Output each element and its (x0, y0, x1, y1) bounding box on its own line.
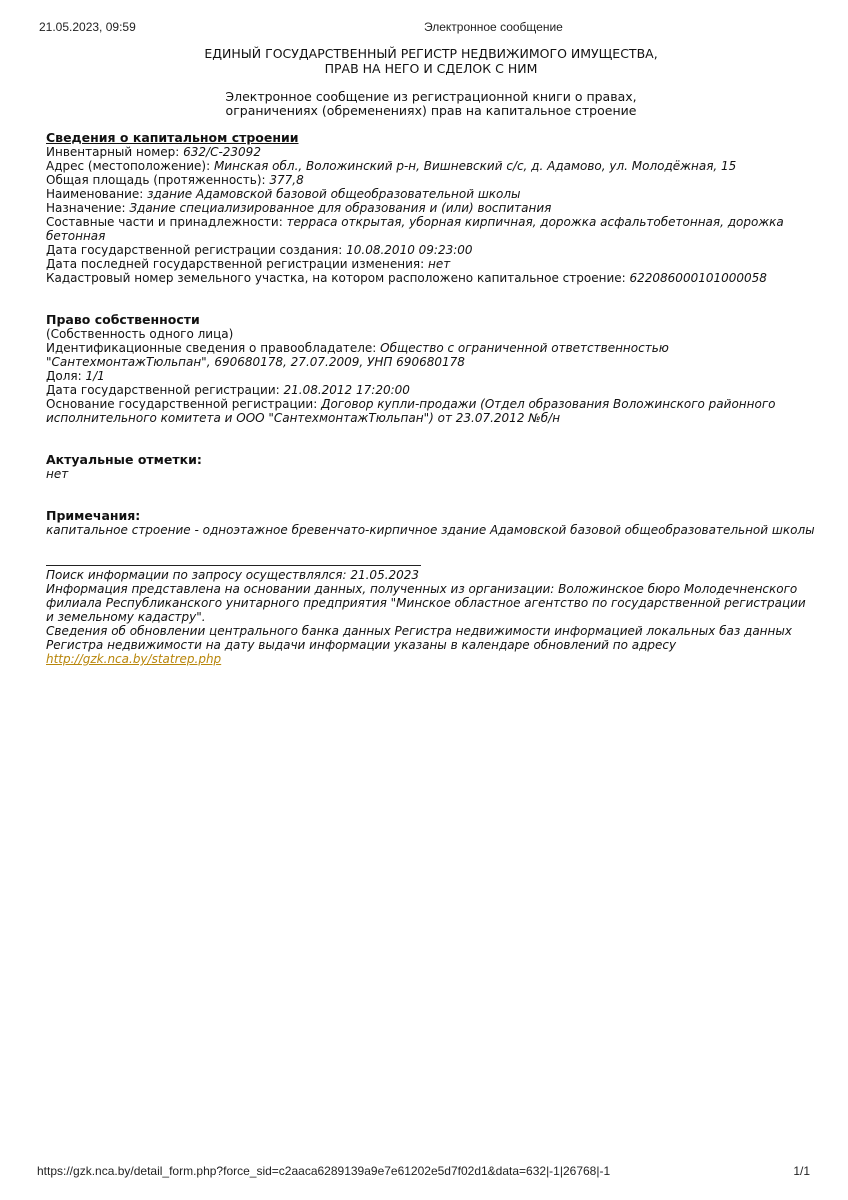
field-value: здание Адамовской базовой общеобразовательной школы (147, 187, 521, 201)
ownership-section (46, 313, 816, 425)
field-value: Договор купли-продажи (Отдел образования Воложинского районного исполнительного комитета и ООО "СантехмонтажТюльпан") от 23.07.2012 №б/н (46, 397, 776, 425)
field-value: 10.08.2010 09:23:00 (346, 243, 473, 257)
field-label: Адрес (местоположение): (46, 159, 214, 173)
field-value: нет (427, 257, 451, 271)
field-row (46, 341, 816, 369)
print-url: https://gzk.nca.by/detail_form.php?force_sid=c2aaca6289139a9e7e61202e5d7f02d1&data=632|-1|26768|-1 (37, 1164, 611, 1178)
field-row (46, 145, 816, 159)
document-subtitle-line: Электронное сообщение из регистрационной книги о правах, (225, 89, 637, 104)
search-date-note: Поиск информации по запросу осуществлялся: 21.05.2023 (46, 568, 420, 582)
field-label: Доля: (46, 369, 86, 383)
field-row (46, 159, 816, 173)
statrep-link[interactable]: http://gzk.nca.by/statrep.php (46, 652, 222, 666)
ownership-heading: Право собственности (46, 312, 200, 327)
field-label: Дата государственной регистрации создания: (46, 243, 347, 257)
document-title-line: ЕДИНЫЙ ГОСУДАРСТВЕННЫЙ РЕГИСТР НЕДВИЖИМОГО ИМУЩЕСТВА, (204, 46, 658, 61)
document-subtitle (46, 90, 816, 118)
field-label: Инвентарный номер: (46, 145, 184, 159)
marks-section (46, 453, 816, 481)
source-note: Информация представлена на основании данных, полученных из организации: Воложинское бюро Молодечненского филиала Республиканского унитарного предприятия "Минское областное агентство по государственной регистрации и земельному кадастру". (46, 582, 806, 624)
field-row (46, 383, 816, 397)
field-row (46, 271, 816, 285)
field-row (46, 201, 816, 215)
print-title: Электронное сообщение (424, 20, 563, 34)
field-label: Дата последней государственной регистрации изменения: (46, 257, 428, 271)
field-value: 622086000101000058 (629, 271, 767, 285)
separator-line (46, 565, 421, 566)
field-value: Общество с ограниченной ответственностью "СантехмонтажТюльпан", 690680178, 27.07.2009, УНП 690680178 (46, 341, 669, 369)
field-label: Составные части и принадлежности: (46, 215, 287, 229)
field-label: Основание государственной регистрации: (46, 397, 322, 411)
field-value: 377,8 (269, 173, 304, 187)
field-label: Кадастровый номер земельного участка, на котором расположено капитальное строение: (46, 271, 630, 285)
field-row (46, 397, 816, 425)
field-value: 1/1 (85, 369, 105, 383)
document-title-line: ПРАВ НА НЕГО И СДЕЛОК С НИМ (324, 61, 538, 76)
field-label: Идентификационные сведения о правообладателе: (46, 341, 381, 355)
notes-value: капитальное строение - одноэтажное бревенчато-кирпичное здание Адамовской базовой общеобразовательной школы (46, 523, 815, 537)
field-row (46, 369, 816, 383)
field-label: Наименование: (46, 187, 148, 201)
field-label: Общая площадь (протяженность): (46, 173, 270, 187)
info-section (46, 565, 816, 666)
document-subtitle-line: ограничениях (обременениях) прав на капитальное строение (225, 103, 637, 118)
field-value: Минская обл., Воложинский р-н, Вишневский с/с, д. Адамово, ул. Молодёжная, 15 (213, 159, 737, 173)
field-label: Назначение: (46, 201, 130, 215)
field-row (46, 257, 816, 271)
field-value: 21.08.2012 17:20:00 (283, 383, 410, 397)
print-footer (0, 1164, 848, 1180)
building-section (46, 131, 816, 285)
field-label: Дата государственной регистрации: (46, 383, 284, 397)
field-row (46, 243, 816, 257)
field-row (46, 187, 816, 201)
print-datetime: 21.05.2023, 09:59 (39, 20, 136, 34)
ownership-type: (Собственность одного лица) (46, 327, 234, 341)
marks-value: нет (46, 467, 69, 481)
building-heading: Сведения о капитальном строении (46, 130, 299, 145)
field-row (46, 215, 816, 243)
field-value: терраса открытая, уборная кирпичная, дорожка асфальтобетонная, дорожка бетонная (46, 215, 784, 243)
field-value: 632/C-23092 (183, 145, 261, 159)
field-row (46, 173, 816, 187)
notes-heading: Примечания: (46, 508, 141, 523)
field-value: Здание специализированное для образования и (или) воспитания (129, 201, 552, 215)
print-header (0, 20, 848, 36)
notes-section (46, 509, 816, 537)
marks-heading: Актуальные отметки: (46, 452, 202, 467)
page-number: 1/1 (793, 1164, 810, 1178)
document (46, 46, 816, 666)
document-title (46, 46, 816, 76)
update-note: Сведения об обновлении центрального банка данных Регистра недвижимости информацией локальных баз данных Регистра недвижимости на дату выдачи информации указаны в календаре обновлений по адресу (46, 624, 792, 652)
